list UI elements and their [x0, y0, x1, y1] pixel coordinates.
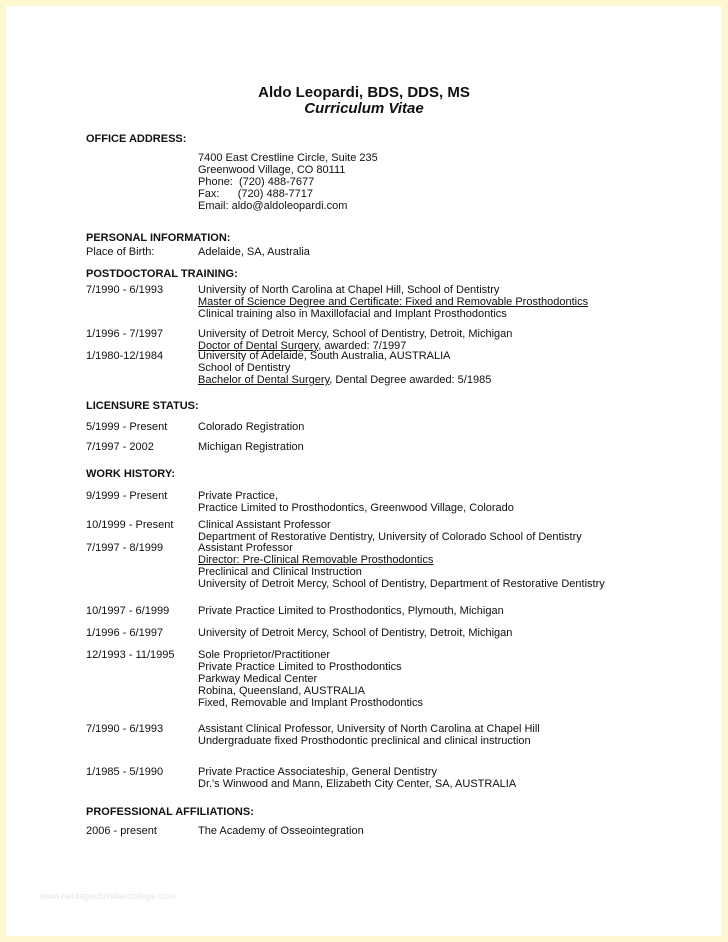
postdoc-heading: POSTDOCTORAL TRAINING:: [86, 268, 238, 280]
office-phone: Phone: (720) 488-7677: [198, 176, 315, 188]
cv-name: Aldo Leopardi, BDS, DDS, MS: [258, 84, 470, 101]
postdoc-line: University of Adelaide, South Australia, AUSTRALIA: [198, 350, 451, 362]
affiliation-date: 2006 - present: [86, 825, 157, 837]
personal-info-heading: PERSONAL INFORMATION:: [86, 232, 231, 244]
work-date: 1/1996 - 6/1997: [86, 627, 164, 639]
postdoc-line: University of Detroit Mercy, School of Dentistry, Detroit, Michigan: [198, 328, 513, 340]
postdoc-award: , awarded: 7/1997: [318, 340, 407, 352]
work-date: 7/1990 - 6/1993: [86, 723, 164, 735]
work-history-heading: WORK HISTORY:: [86, 468, 176, 480]
postdoc-degree-line: [198, 374, 491, 386]
work-line: Private Practice Associateship, General Dentistry: [198, 766, 438, 778]
work-line: Fixed, Removable and Implant Prosthodontics: [198, 697, 424, 709]
office-address-heading: OFFICE ADDRESS:: [86, 133, 187, 145]
work-date: 7/1997 - 8/1999: [86, 542, 164, 554]
postdoc-line: University of North Carolina at Chapel Hill, School of Dentistry: [198, 284, 500, 296]
licensure-text: Colorado Registration: [198, 421, 305, 433]
work-line: Practice Limited to Prosthodontics, Greenwood Village, Colorado: [198, 502, 514, 514]
work-line: Private Practice Limited to Prosthodontics: [198, 661, 402, 673]
postdoc-date: 1/1980-12/1984: [86, 350, 164, 362]
licensure-date: 7/1997 - 2002: [86, 441, 154, 453]
work-line: Robina, Queensland, AUSTRALIA: [198, 685, 365, 697]
work-line: University of Detroit Mercy, School of Dentistry, Detroit, Michigan: [198, 627, 513, 639]
licensure-date: 5/1999 - Present: [86, 421, 168, 433]
watermark: www.heritagechristiancollege.com: [40, 891, 176, 901]
birthplace-label: Place of Birth:: [86, 246, 155, 258]
work-line: Undergraduate fixed Prosthodontic preclinical and clinical instruction: [198, 735, 531, 747]
work-line: Dr.'s Winwood and Mann, Elizabeth City Center, SA, AUSTRALIA: [198, 778, 517, 790]
affiliations-heading: PROFESSIONAL AFFILIATIONS:: [86, 806, 254, 818]
office-email: Email: aldo@aldoleopardi.com: [198, 200, 348, 212]
work-line: Private Practice Limited to Prosthodontics, Plymouth, Michigan: [198, 605, 504, 617]
postdoc-degree: Doctor of Dental Surgery: [198, 340, 319, 352]
postdoc-date: 7/1990 - 6/1993: [86, 284, 164, 296]
work-line: Preclinical and Clinical Instruction: [198, 566, 362, 578]
work-line-underlined: Director: Pre-Clinical Removable Prosthodontics: [198, 554, 434, 566]
work-date: 9/1999 - Present: [86, 490, 168, 502]
office-fax: Fax: (720) 488-7717: [198, 188, 313, 200]
work-line: Private Practice,: [198, 490, 279, 502]
postdoc-degree: Bachelor of Dental Surgery: [198, 374, 330, 386]
work-line: Department of Restorative Dentistry, University of Colorado School of Dentistry: [198, 531, 582, 543]
work-date: 12/1993 - 11/1995: [86, 649, 175, 661]
postdoc-line: Clinical training also in Maxillofacial and Implant Prosthodontics: [198, 308, 507, 320]
work-line: Sole Proprietor/Practitioner: [198, 649, 331, 661]
work-line: Assistant Clinical Professor, University of North Carolina at Chapel Hill: [198, 723, 540, 735]
work-line: Clinical Assistant Professor: [198, 519, 331, 531]
cv-subtitle: Curriculum Vitae: [304, 100, 424, 117]
work-line: Assistant Professor: [198, 542, 293, 554]
postdoc-line: School of Dentistry: [198, 362, 291, 374]
postdoc-date: 1/1996 - 7/1997: [86, 328, 164, 340]
postdoc-award: , Dental Degree awarded: 5/1985: [329, 374, 492, 386]
office-address-line-2: Greenwood Village, CO 80111: [198, 164, 346, 176]
licensure-heading: LICENSURE STATUS:: [86, 400, 199, 412]
work-line: University of Detroit Mercy, School of Dentistry, Department of Restorative Dentistry: [198, 578, 605, 590]
work-date: 10/1997 - 6/1999: [86, 605, 170, 617]
postdoc-degree: Master of Science Degree and Certificate: Fixed and Removable Prosthodontics: [198, 296, 589, 308]
work-line: Parkway Medical Center: [198, 673, 318, 685]
office-address-line-1: 7400 East Crestline Circle, Suite 235: [198, 152, 378, 164]
birthplace-value: Adelaide, SA, Australia: [198, 246, 310, 258]
affiliation-text: The Academy of Osseointegration: [198, 825, 364, 837]
licensure-text: Michigan Registration: [198, 441, 304, 453]
work-date: 1/1985 - 5/1990: [86, 766, 164, 778]
work-date: 10/1999 - Present: [86, 519, 174, 531]
